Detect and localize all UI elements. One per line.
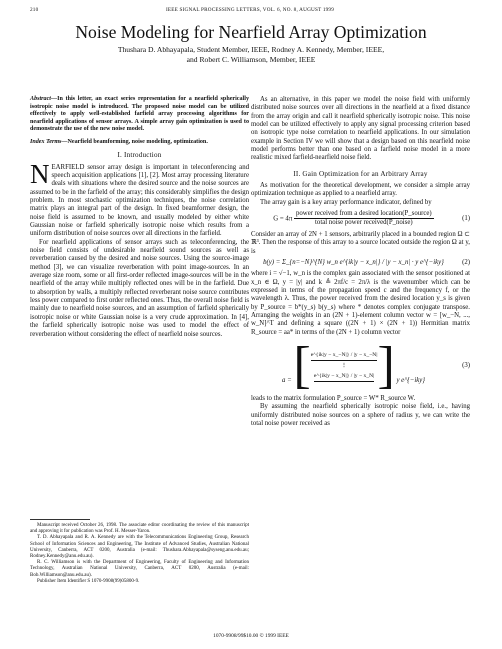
- index-terms-text: Nearfield beamforming, noise modeling, optimization.: [67, 138, 208, 145]
- author-line-1: Thushara D. Abhayapala, Student Member, IEEE, Rodney A. Kennedy, Member, IEEE,: [117, 45, 385, 54]
- footnote-block: [30, 519, 249, 585]
- right-paragraph-6: leads to the matrix formulation P_source = W* R_source W.: [251, 394, 416, 402]
- eq3-matrix: [293, 336, 395, 394]
- eq3-row-1: e^{ik|y − x_−N|} / |y − x_−N|: [311, 350, 378, 361]
- eq1-fraction: [294, 210, 434, 228]
- right-column: [251, 96, 470, 428]
- eq3-rhs: y e^{−iky}: [396, 376, 426, 384]
- equation-2: [251, 259, 470, 267]
- drop-cap: N: [30, 158, 50, 189]
- intro-paragraph-2: For nearfield applications of sensor arrays such as teleconferencing, the noise field consists of undesirable nearfield sound sources as well as reverberation caused by the desired and noise sources. Using the source-image method [3], we can visualize reverberation with point image-sources. In an average size room, some or all first-order reflected image-sources will be in the nearfield of the array while multiply reflected ones will be in the farfield. Due to absorption by walls, a multiply reflected reverberant noise source contributes less power compared to first order reflected ones. Thus, the overall noise field is mainly due to nearfield noise sources, and an assumption of farfield spherically isotropic noise or white Gaussian noise is a very crude approximation. In [4], the farfield spherically isotropic noise was used to model the effect of reverberation without considering the effect of nearfield noise sources.: [30, 238, 249, 338]
- author-block: [60, 45, 442, 65]
- footnote-2: T. D. Abhayapala and R. A. Kennedy are with the Telecommunications Engineering Group, Research School of Information Sciences and Engineering, The Institute of Advanced Studies, Australian National University, Canberra, ACT 0200, Australia (e-mail: Thushara.Abhayapala@syseng.anu.edu.au; Rodney.Kennedy@anu.edu.au).: [30, 535, 249, 560]
- running-header: [30, 7, 470, 17]
- eq1-lhs: G = 4π: [273, 215, 293, 223]
- abstract-label: Abstract—: [30, 96, 58, 102]
- right-paragraph-1: As an alternative, in this paper we model the noise field with uniformly distributed noise sources over all directions in the nearfield at a fixed distance from the array origin and call it nearfield spherically isotropic noise. This noise model can be utilized effectively to apply any signal processing criterion based on isotropic type noise correlation to nearfield applications. In our simulation example in Section IV we will show that a design based on this nearfield noise model performs better than one based on a farfield noise model in a more realistic mixed farfield-nearfield noise field.: [251, 96, 470, 162]
- copyright-line: 1070-9908/99$10.00 © 1999 IEEE: [213, 633, 289, 639]
- right-paragraph-3: The array gain is a key array performance indicator, defined by: [260, 198, 432, 206]
- footnote-rule: [30, 519, 90, 520]
- footnote-4: Publisher Item Identifier S 1070-9908(99)05800-9.: [37, 578, 140, 584]
- eq2-tag: (2): [462, 258, 470, 266]
- abstract: [30, 96, 249, 134]
- eq3-tag: (3): [462, 361, 470, 369]
- section-heading-gain: II. Gain Optimization for an Arbitrary Array: [293, 169, 428, 178]
- footnote-1: Manuscript received October 26, 1998. The associate editor coordinating the review of this manuscript and approving it for publication was Prof. H. Messer-Yaron.: [30, 523, 249, 535]
- equation-3: [251, 336, 470, 394]
- right-paragraph-7: By assuming the nearfield spherically isotropic noise field, i.e., having uniformly distributed noise sources on a sphere of radius y, we can write the total noise power received as: [251, 403, 470, 427]
- eq3-dots: ⋮: [341, 362, 347, 369]
- eq1-numerator: power received from a desired location(P_source): [294, 210, 434, 219]
- page-number: 210: [30, 7, 39, 13]
- abstract-text: In this letter, an exact series representation for a nearfield spherically isotropic noise model is introduced. The proposed noise model can be utilized effectively to apply well-established farfield array processing algorithms for nearfield applications of sensor arrays. A simple array gain optimization is used to demonstrate the use of the new noise model.: [30, 96, 249, 133]
- left-bracket: [: [293, 336, 311, 394]
- right-paragraph-5: where i = √−1, w_n is the complex gain associated with the sensor positioned at x_n ∈ Ω, y = |y| and k ≜ 2πf/c = 2π/λ is the wavenumber which can be expressed in terms of the propagation speed c and the frequency f, or the wavelength λ. Thus, the power received from the desired location y_s is given by P_source = b*(y_s) b(y_s) where * denotes complex conjugate transpose. Arranging the weights in an (2N + 1)-element column vector w = [w_−N, ..., w_N]^T and defining a square ((2N + 1) × (2N + 1)) Hermitian matrix R_source = aa* in terms of the (2N + 1) column vector: [251, 270, 470, 336]
- footnote-3: R. C. Williamson is with the Department of Engineering, Faculty of Engineering and Information Technology, Australian National University, Canberra, ACT 0200, Australia (e-mail: Bob.Williamson@anu.edu.au).: [30, 560, 249, 578]
- right-paragraph-4: Consider an array of 2N + 1 sensors, arbitrarily placed in a bounded region Ω ⊂ ℝ³. Then the response of this array to a source located outside the region Ω at y, is: [251, 230, 470, 255]
- intro-paragraph-1: [30, 158, 249, 239]
- eq3-row-2: e^{ik|y − x_N|} / |y − x_N|: [314, 371, 374, 382]
- eq3-lhs: a =: [281, 376, 292, 384]
- paper-title: Noise Modeling for Nearfield Array Optimization: [75, 22, 427, 42]
- index-terms: [30, 139, 249, 147]
- eq1-tag: (1): [462, 214, 470, 222]
- author-line-2: and Robert C. Williamson, Member, IEEE: [186, 55, 316, 64]
- eq2-body: b(y) = Σ_{n=−N}^{N} w_n e^{ik|y − x_n|} / |y − x_n| · y e^{−iky}: [263, 258, 444, 266]
- section-heading-intro: I. Introduction: [117, 151, 162, 160]
- intro-paragraph-1-text: EARFIELD sensor array design is important in teleconferencing and speech acquisition applications [1], [2]. Most array processing literature deals with situations where the desired source and the noise sources are assumed to be in the farfield of the array; this considerably simplifies the design problem. In most stochastic optimization techniques, the noise correlation matrix plays an integral part of the design. In fixed beamformer design, the noise field is assumed to be known, and usually modeled by either white Gaussian noise or farfield spherically isotropic noise which results from a uniform distribution of noise sources over all directions in the farfield.: [30, 163, 249, 238]
- index-terms-label: Index Terms—: [30, 138, 68, 145]
- eq1-denominator: total noise power received(P_noise): [315, 219, 413, 227]
- journal-line: IEEE SIGNAL PROCESSING LETTERS, VOL. 6, NO. 8, AUGUST 1999: [166, 7, 334, 13]
- right-bracket: ]: [377, 336, 395, 394]
- right-paragraph-2: As motivation for the theoretical development, we consider a simple array optimization technique as applied to a nearfield array.: [251, 182, 470, 198]
- eq3-column: [311, 350, 378, 382]
- equation-1: [251, 210, 470, 228]
- left-column: [30, 96, 249, 339]
